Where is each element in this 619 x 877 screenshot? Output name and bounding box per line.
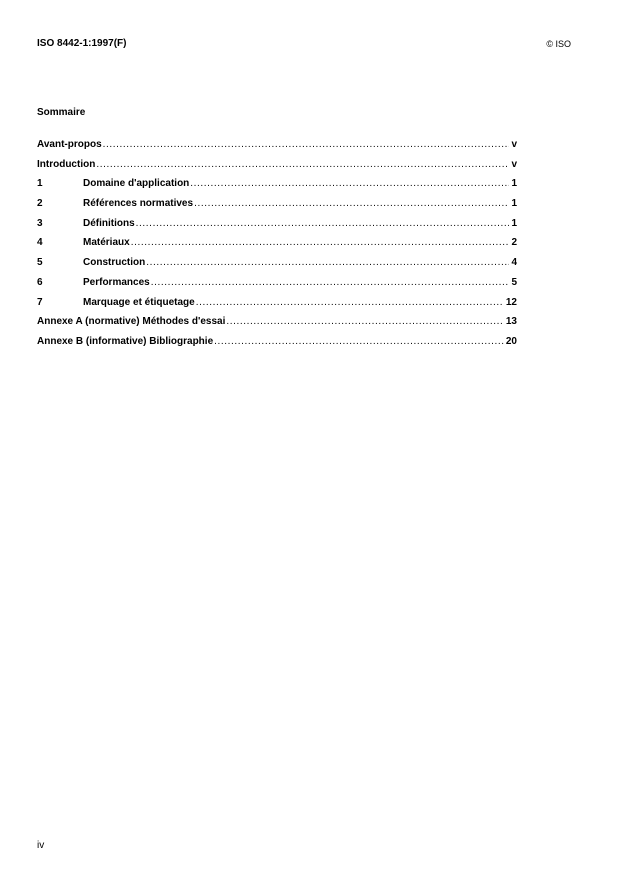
toc-entry-label: Introduction	[37, 158, 96, 170]
toc-entry-label: Domaine d'application	[83, 178, 190, 190]
toc-entry-marquage-etiquetage[interactable]	[37, 297, 517, 317]
toc-entry-number: 6	[37, 276, 43, 288]
toc-entry-page: 12	[505, 296, 517, 308]
toc-entry-number: 1	[37, 178, 43, 190]
toc-dot-leader	[226, 316, 504, 328]
toc-dot-leader	[214, 336, 504, 348]
toc-entry-number: 7	[37, 296, 43, 308]
page-number: iv	[37, 840, 45, 851]
toc-entry-label: Avant-propos	[37, 139, 102, 150]
toc-entry-avant-propos[interactable]	[37, 139, 517, 159]
toc-entry-annexe-b[interactable]	[37, 336, 517, 356]
toc-entry-label: Performances	[83, 276, 150, 288]
toc-entry-page: 5	[511, 276, 517, 288]
toc-entry-page: 4	[511, 257, 517, 269]
toc-entry-label: Annexe A (normative) Méthodes d'essai	[37, 316, 226, 328]
toc-entry-page: 1	[511, 198, 517, 210]
toc-dot-leader	[103, 139, 509, 151]
toc-entry-label: Construction	[83, 257, 146, 269]
copyright-notice: © ISO	[546, 39, 571, 49]
toc-dot-leader	[151, 277, 509, 289]
toc-dot-leader	[190, 178, 509, 190]
toc-entry-annexe-a[interactable]	[37, 316, 517, 336]
toc-entry-page: 1	[511, 217, 517, 229]
toc-entry-number: 2	[37, 198, 43, 210]
toc-dot-leader	[96, 159, 509, 171]
toc-entry-number: 4	[37, 237, 43, 249]
toc-entry-materiaux[interactable]	[37, 237, 517, 257]
toc-entry-label: Définitions	[83, 217, 135, 229]
toc-entry-page: v	[511, 158, 517, 170]
toc-title: Sommaire	[37, 107, 86, 118]
toc-entry-number: 3	[37, 217, 43, 229]
toc-entry-label: Annexe B (informative) Bibliographie	[37, 335, 214, 347]
table-of-contents	[37, 139, 517, 356]
toc-entry-references-normatives[interactable]	[37, 198, 517, 218]
toc-entry-introduction[interactable]	[37, 159, 517, 179]
toc-entry-page: v	[511, 139, 517, 150]
toc-entry-page: 20	[505, 335, 517, 347]
toc-entry-performances[interactable]	[37, 277, 517, 297]
toc-dot-leader	[146, 257, 509, 269]
toc-dot-leader	[196, 297, 504, 309]
toc-entry-label: Références normatives	[83, 198, 194, 210]
toc-entry-label: Marquage et étiquetage	[83, 296, 195, 308]
toc-entry-definitions[interactable]	[37, 218, 517, 238]
toc-entry-construction[interactable]	[37, 257, 517, 277]
toc-dot-leader	[194, 198, 509, 210]
toc-dot-leader	[136, 218, 509, 230]
toc-dot-leader	[131, 237, 509, 249]
toc-entry-page: 13	[505, 316, 517, 328]
toc-entry-domaine-application[interactable]	[37, 178, 517, 198]
toc-entry-label: Matériaux	[83, 237, 130, 249]
toc-entry-page: 1	[511, 178, 517, 190]
toc-entry-number: 5	[37, 257, 43, 269]
toc-entry-page: 2	[511, 237, 517, 249]
document-id: ISO 8442-1:1997(F)	[37, 38, 127, 49]
